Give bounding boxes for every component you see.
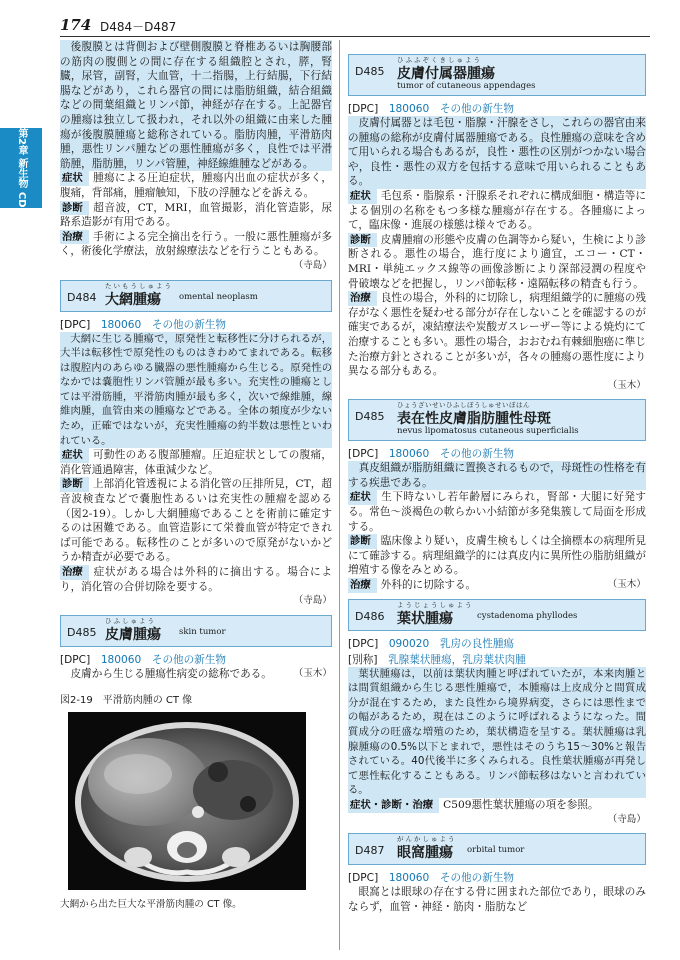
figure-caption: 図2-19 平滑筋肉腫の CT 像 xyxy=(60,695,193,707)
intro-diagnosis: 診断 超音波，CT，MRI，血管撮影，消化管造影，尿路系造影が有用である。 xyxy=(60,201,332,229)
d484-diagnosis: 診断 上部消化管透視による消化管の圧排所見，CT，超音波検査などで嚢胞性あるいは充実性の腫瘤を認める（図2-19）。しかし大網腫瘍であることを術前に確定するのは困難である。血管造影にて栄養血管が特定できれば可能である。転移性のことが多いので原発がないかどうか精査が必要である。 xyxy=(60,478,332,564)
entry-description: 大網に生じる腫瘍で，原発性と転移性に分けられるが，大半は転移性で原発性のものはきわめてまれである。転移は腹腔内のあらゆる臓器の悪性腫瘍から生じる。原発性のなかでは嚢胞性リンパ管腫が最も多い。充実性の腫瘍としては平滑筋腫，平滑筋肉腫が最も多く，次いで線維腫，線維肉腫，血管由来の腫瘍などである。全体の頻度が少ないため，正確ではないが，充実性腫瘍の約半数は悪性といわれている。 xyxy=(60,332,332,447)
entry-description: 皮膚から生じる腫瘍性病変の総称である。 （玉木） xyxy=(70,667,332,680)
d485c-symptom: 症状 生下時ないし若年齢層にみられ，腎部・大腿に好発する。常色～淡褐色の軟らかい小結節が多発集簇して局面を形成する。 xyxy=(348,491,646,533)
page-header xyxy=(60,14,650,37)
author: （玉木） xyxy=(607,379,646,391)
entry-title-d485-nevus: D485 ひょうざいせいひふしぼうしゅせいぼはん 表在性皮膚脂肪腫性母斑 nevus lipomatosus cutaneous superficialis xyxy=(348,399,646,441)
column-divider xyxy=(339,40,340,950)
dpc-line: [DPC] 180060 その他の新生物 xyxy=(60,318,227,331)
section-label: 治療 xyxy=(60,230,89,245)
left-column xyxy=(60,40,332,910)
section-label: 症状 xyxy=(60,171,89,186)
entry-description: 葉状腫瘍は，以前は葉状肉腫と呼ばれていたが，本来肉腫とは間質組織から生じる悪性腫瘍で，本腫瘍は上皮成分と間質成分が混在するため，また良性から境界病変，さらには悪性までの幅があるため，現在はこのように呼ばれるようになった。間質成分の旺盛な増殖のため，葉状構造を呈する。葉状腫瘍は乳腺腫瘍の0.5%以下とまれで，悪性はそのうち15～30%と報告されている。40代後半に多くみられる。良性葉状腫瘍が再発して悪性転化することもある。リンパ節転移はないと言われている。 xyxy=(348,667,646,797)
entry-code: D484 xyxy=(67,290,97,304)
d485c-diagnosis: 診断 臨床像より疑い，皮膚生検もしくは全摘標本の病理所見にて確診する。病理組織学的には真皮内に異所性の脂肪組織が増殖する像をみとめる。 xyxy=(348,535,646,577)
entry-title-d486: D486 ようじょうしゅよう 葉状腫瘍 cystadenoma phyllodes xyxy=(348,599,646,631)
author: （寺島） xyxy=(293,595,332,607)
entry-title-d485-skin: D485 ひふしゅよう 皮膚腫瘍 skin tumor xyxy=(60,615,332,647)
ct-image xyxy=(68,712,306,890)
entry-name: 大網腫瘍 xyxy=(105,291,161,308)
d484-symptom: 症状 可動性のある腹部腫瘤。圧迫症状としての腹痛，消化管通過障害，体重減少など。 xyxy=(60,449,332,476)
right-column xyxy=(348,40,646,914)
author: （寺島） xyxy=(293,259,332,271)
author: （寺島） xyxy=(607,813,646,825)
entry-english: omental neoplasm xyxy=(179,291,258,302)
chapter-tab: 第2章 新生物 CD xyxy=(0,128,42,208)
entry-title-d485-appendage: D485 ひふふぞくきしゅよう 皮膚付属器腫瘍 tumor of cutaneous appendages xyxy=(348,54,646,96)
d485b-treatment: 治療 良性の場合，外科的に切除し，病理組織学的に腫瘍の残存がなく悪性を疑わせる部分が存在しないことを確認するのが確実であるが，凍結療法や炭酸ガスレーザー等による焼灼にて治療することも多い。悪性の場合，おおむね有棘細胞癌に準じた治療方針とされることが多いが，各々の腫瘍の悪性度により異なる部分もある。 xyxy=(348,292,646,378)
d486-section: 症状・診断・治療 C509悪性葉状腫瘍の項を参照。 xyxy=(350,798,599,811)
entry-ruby: たいもうしゅよう xyxy=(105,281,173,290)
intro-text: 後腹膜とは背側および壁側腹膜と脊椎あるいは胸腰部の筋肉の腹側との間に存在する組織腔とされ，膵，腎臓，尿管，副腎，大血管，十二指腸，上行結腸，下行結腸などがあり，これら器官の間には脂肪組織，結合組織などの間葉組織とリンパ節，神経が存在する。上記器官の腫瘍は独立して扱われ，それ以外の組織に由来した腫瘍が後腹膜腫瘍と総称されている。脂肪肉腫，平滑筋肉腫，悪性リンパ腫などの悪性腫瘍が多く，良性では平滑筋腫，脂肪腫，リンパ管腫，神経線維腫などがある。 xyxy=(60,41,332,170)
dpc-line: [DPC] 090020 乳房の良性腫瘍 xyxy=(348,637,515,650)
d485b-symptom: 症状 毛包系・脂腺系・汗腺系それぞれに構成細胞・構造等による個別の名称をもつ多様な腫瘍が存在する。各腫瘍によって，臨床像・進展の様態は様々である。 xyxy=(348,189,646,232)
dpc-line: [DPC] 180060 その他の新生物 xyxy=(348,103,515,115)
intro-treatment: 治療 手術による完全摘出を行う。一般に悪性腫瘍が多く，術後化学療法，放射線療法などを行うこともある。 xyxy=(60,230,332,258)
entry-title-d487: D487 がんかしゅよう 眼窩腫瘍 orbital tumor xyxy=(348,833,646,865)
d485c-treatment: 治療 外科的に切除する。 （玉木） xyxy=(350,579,646,592)
section-label: 診断 xyxy=(60,201,89,216)
code-range: D484－D487 xyxy=(100,20,177,34)
entry-title-d484 xyxy=(60,280,332,312)
figure-description: 大網から出た巨大な平滑筋肉腫の CT 像。 xyxy=(60,899,242,911)
entry-description: 皮膚付属器とは毛包・脂腺・汗腺をさし，これらの器官由来の腫瘍の総称が皮膚付属器腫瘍である。良性腫瘍の意味を含めて用いられる場合もあるが，良性・悪性の区別がつかない場合や，良性・悪性の双方を包括する意味で用いられることもある。 xyxy=(348,117,646,188)
entry-description: 眼窩とは眼球の存在する骨に囲まれた部位であり，眼球のみならず，血管・神経・筋肉・脂肪など xyxy=(348,886,646,913)
dpc-line: [DPC] 180060 その他の新生物 xyxy=(60,653,227,666)
d485b-diagnosis: 診断 皮膚腫瘤の形態や皮膚の色調等から疑い，生検により診断される。悪性の場合，進行度により適宜，エコー・CT・MRI・単純エックス線等の画像診断により深部浸潤の程度や骨破壊などを把握し，リンパ節転移・遠隔転移の精査も行う。 xyxy=(348,233,646,290)
page-number: 174 xyxy=(60,16,92,34)
alias-line: [別称] 乳腺葉状腫瘍，乳房葉状肉腫 xyxy=(348,653,526,666)
entry-description: 真皮組織が脂肪組織に置換されるもので，母斑性の性格を有する疾患である。 xyxy=(348,462,646,489)
d484-treatment: 治療 症状がある場合は外科的に摘出する。場合により，消化管の合併切除を要する。 xyxy=(60,566,332,593)
dpc-line: [DPC] 180060 その他の新生物 xyxy=(348,872,515,885)
intro-symptom: 症状 腫瘍による圧迫症状，腫瘍内出血の症状が多く，腹痛，背部痛，腫瘤触知，下肢の浮腫などを訴える。 xyxy=(60,172,332,199)
dpc-line: [DPC] 180060 その他の新生物 xyxy=(348,448,515,461)
